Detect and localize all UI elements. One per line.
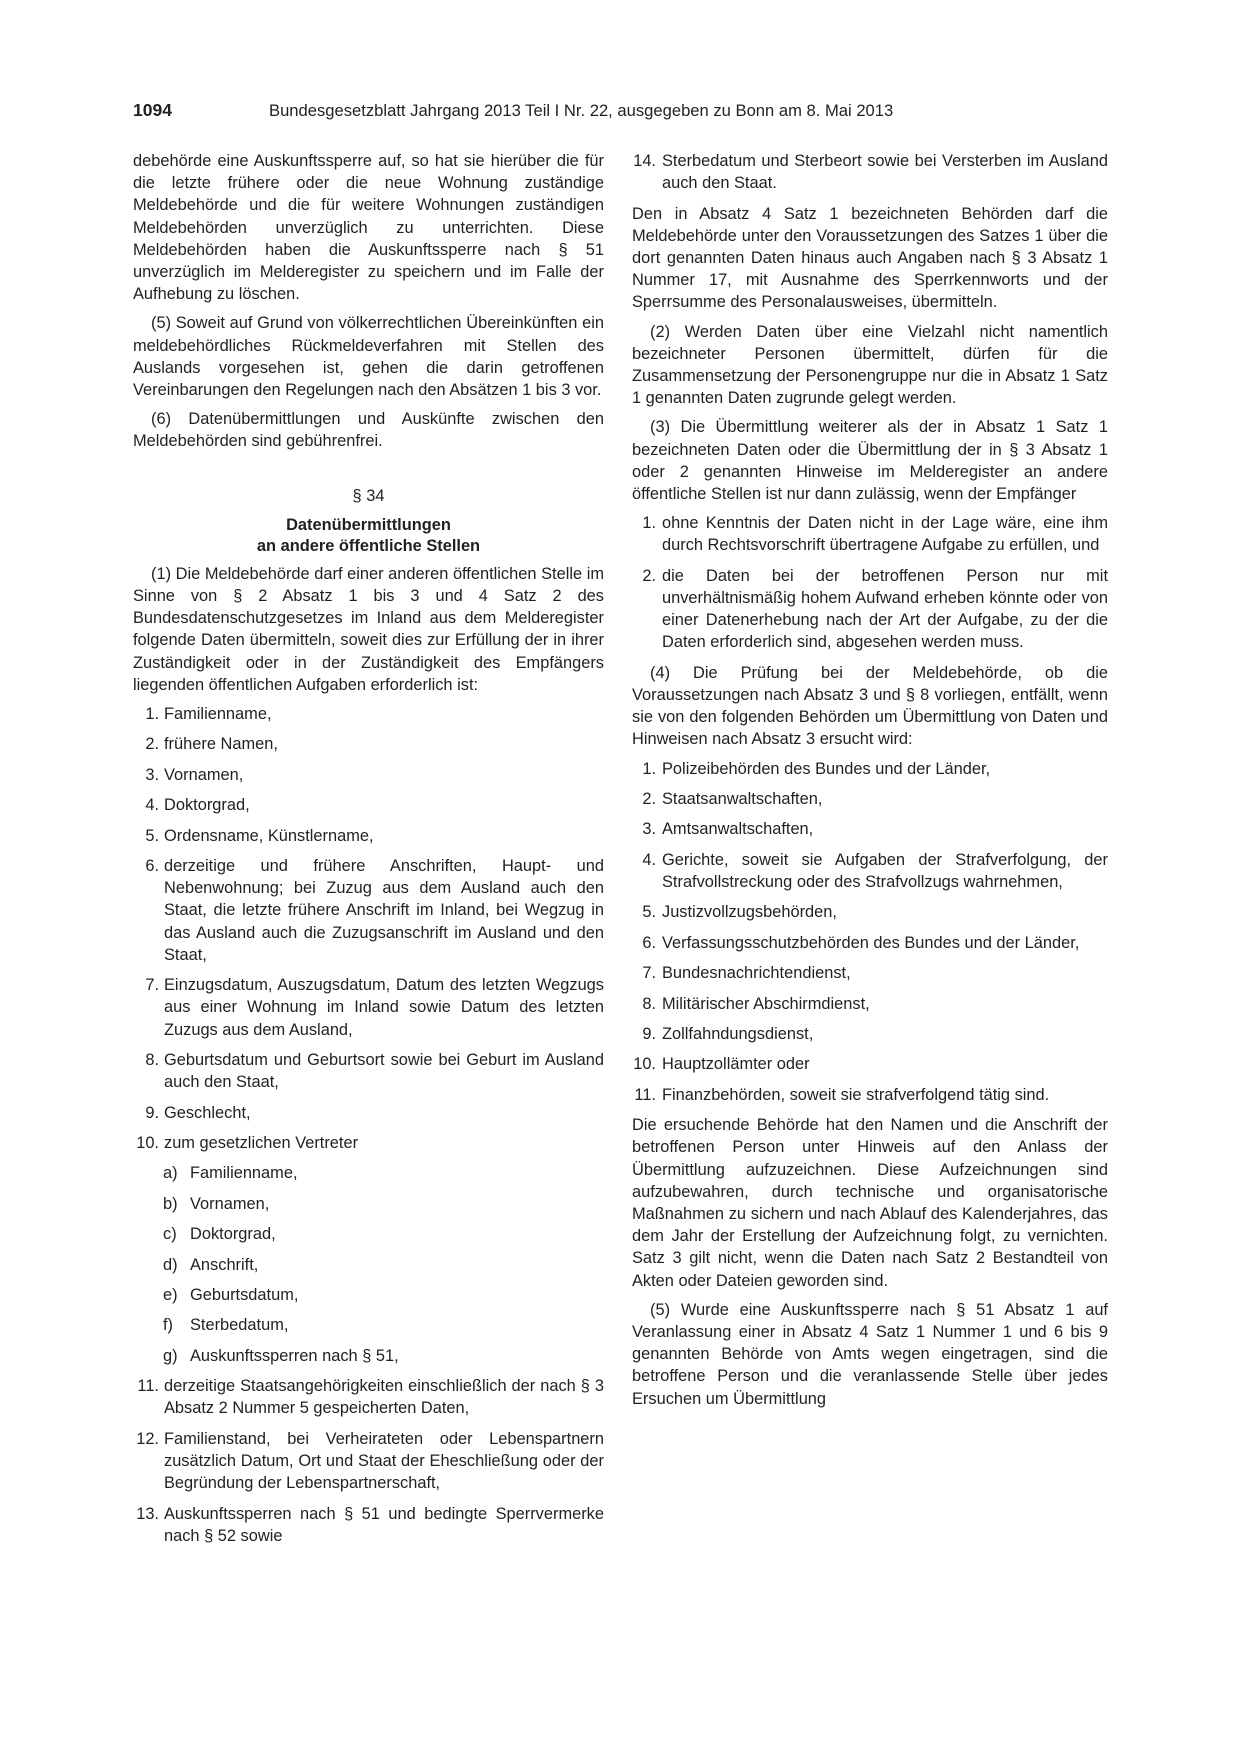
sub-list-item	[133, 1314, 604, 1336]
list-item-number: 7.	[145, 976, 159, 995]
list-item-number: 1.	[642, 514, 656, 533]
paragraph-1: (1) Die Meldebehörde darf einer anderen öffentlichen Stelle im Sinne von § 2 Absatz 1 bis 3 und 4 Satz 2 des Bundesdatenschutzgesetzes im Inland aus dem Melderegister folgende Daten übermitteln, soweit dies zur Erfüllung der in ihrer Zuständigkeit oder in der Zuständigkeit des Empfängers liegenden öffentlichen Aufgaben erforderlich ist:	[133, 564, 604, 694]
list-item-number: 10.	[136, 1134, 159, 1152]
list-item	[632, 993, 1108, 1015]
sub-list-item	[133, 1345, 604, 1367]
list-item-text: frühere Namen,	[164, 735, 278, 754]
sub-list-item-text: Geburtsdatum,	[190, 1285, 299, 1304]
list-item-text: Einzugsdatum, Auszugsdatum, Datum des letzten Wegzugs aus einer Wohnung im Inland sowie Datum des letzten Zuzugs aus dem Ausland,	[164, 976, 604, 1039]
sub-list-item-letter: f)	[163, 1316, 174, 1335]
paragraph-after-list: Den in Absatz 4 Satz 1 bezeichneten Behörden darf die Meldebehörde unter den Voraussetzungen des Satzes 1 über die dort genannten Daten hinaus auch Angaben nach § 3 Absatz 1 Nummer 17, mit Ausnahme des Sperrkennworts und der Sperrsumme des Personalausweises, übermitteln.	[632, 204, 1108, 312]
list-item-number: 14.	[633, 152, 656, 170]
list-item-number: 8.	[642, 994, 656, 1013]
list-item-number: 2.	[145, 735, 159, 754]
sub-list-item-text: Sterbedatum,	[190, 1316, 289, 1335]
list-item-text: Finanzbehörden, soweit sie strafverfolgend tätig sind.	[662, 1085, 1050, 1104]
list-item	[632, 788, 1108, 810]
running-head: Bundesgesetzblatt Jahrgang 2013 Teil I Nr. 22, ausgegeben zu Bonn am 8. Mai 2013	[269, 101, 894, 120]
list-item-text: Polizeibehörden des Bundes und der Länder,	[662, 759, 991, 778]
paragraph-continued: debehörde eine Auskunftssperre auf, so hat sie hierüber die für die letzte frühere oder die neue Wohnung zuständige Meldebehörde und die für weitere Wohnungen zuständigen Meldebehörden unverzüglich zu unterrichten. Diese Meldebehörden haben die Auskunftssperre nach § 51 unverzüglich im Melderegister zu speichern und im Falle der Aufhebung zu löschen.	[133, 152, 604, 304]
list-item	[133, 703, 604, 725]
list-item-text: zum gesetzlichen Vertreter	[164, 1134, 359, 1152]
list-item	[632, 818, 1108, 840]
list-item	[632, 932, 1108, 954]
sub-list-item-text: Vornamen,	[190, 1194, 270, 1213]
paragraph-2: (2) Werden Daten über eine Vielzahl nicht namentlich bezeichneter Personen übermittelt, dürfen für die Zusammensetzung der Personengruppe nur die in Absatz 1 Satz 1 genannten Daten zugrunde gelegt werden.	[632, 322, 1108, 408]
list-item	[133, 1049, 604, 1093]
sub-list-item-letter: d)	[163, 1255, 178, 1274]
sub-list-item-text: Familienname,	[190, 1164, 298, 1183]
list-item	[632, 901, 1108, 923]
paragraph-after-list-2: Die ersuchende Behörde hat den Namen und die Anschrift der betroffenen Person unter Hinweis auf den Anlass der Übermittlung aufzuzeichnen. Diese Aufzeichnungen sind aufzubewahren, durch technische und organisatorische Maßnahmen zu sichern und nach Ablauf des Kalenderjahres, das dem Jahr der Erstellung der Aufzeichnung folgt, zu vernichten. Satz 3 gilt nicht, wenn die Daten nach Satz 2 Bestandteil von Akten oder Dateien geworden sind.	[632, 1116, 1108, 1290]
list-item-number: 3.	[145, 765, 159, 784]
list-item	[133, 794, 604, 816]
paragraph-3: (3) Die Übermittlung weiterer als der in Absatz 1 Satz 1 bezeichneten Daten oder die Übermittlung der in § 3 Absatz 1 oder 2 genannten Hinweise im Melderegister an andere öffentliche Stellen ist nur dann zulässig, wenn der Empfänger	[632, 418, 1108, 504]
list-item-text: Justizvollzugsbehörden,	[662, 903, 837, 922]
list-item-text: Geschlecht,	[164, 1103, 251, 1122]
list-item-number: 12.	[136, 1429, 159, 1448]
page-number: 1094	[133, 100, 172, 120]
list-item-number: 11.	[634, 1085, 656, 1104]
list-item	[632, 150, 1108, 194]
sub-list-item-letter: e)	[163, 1285, 178, 1304]
sub-list-item	[133, 1223, 604, 1245]
sub-list-item-text: Anschrift,	[190, 1255, 259, 1274]
list-item-number: 3.	[642, 820, 656, 839]
list-item	[632, 1023, 1108, 1045]
list-item-text: Amtsanwaltschaften,	[662, 820, 814, 839]
list-item-number: 13.	[136, 1504, 159, 1523]
list-item-text: Vornamen,	[164, 765, 244, 784]
list-item-number: 8.	[145, 1051, 159, 1070]
list-item	[133, 974, 604, 1041]
list-item-text: die Daten bei der betroffenen Person nur mit unverhältnismäßig hohem Aufwand erheben könnte oder von einer Datenerhebung nach der Art der Aufgabe, zu der die Daten erforderlich sind, abgesehen werden muss.	[662, 566, 1108, 652]
list-item	[133, 825, 604, 847]
section-title-line-1: Datenübermittlungen	[286, 515, 451, 534]
list-item-number: 1.	[145, 705, 159, 724]
list-item-number: 2.	[642, 566, 656, 585]
list-item	[632, 1053, 1108, 1075]
list-item	[632, 565, 1108, 654]
page-header	[133, 100, 1108, 130]
list-item	[133, 855, 604, 966]
list-item-text: Verfassungsschutzbehörden des Bundes und der Länder,	[662, 933, 1080, 952]
list-item	[632, 512, 1108, 556]
list-item-number: 2.	[642, 790, 656, 809]
list-item	[632, 1084, 1108, 1106]
list-item	[133, 1428, 604, 1495]
list-item-text: Familienname,	[164, 705, 272, 724]
list-item-text: Gerichte, soweit sie Aufgaben der Strafverfolgung, der Strafvollstreckung oder des Strafvollzugs wahrnehmen,	[662, 850, 1108, 892]
list-item-text: Doktorgrad,	[164, 796, 250, 815]
list-item	[632, 849, 1108, 893]
list-item	[133, 733, 604, 755]
list-item	[133, 1503, 604, 1547]
list-item-text: Sterbedatum und Sterbeort sowie bei Versterben im Ausland auch den Staat.	[662, 152, 1108, 193]
list-item-text: Bundesnachrichtendienst,	[662, 964, 851, 983]
sub-list-item	[133, 1284, 604, 1306]
list-item-number: 4.	[145, 796, 159, 815]
list-item-number: 9.	[642, 1024, 656, 1043]
list-item-number: 6.	[145, 857, 159, 876]
sub-list-item-letter: b)	[163, 1194, 178, 1213]
paragraph-5-right: (5) Wurde eine Auskunftssperre nach § 51 Absatz 1 auf Veranlassung einer in Absatz 4 Satz 1 Nummer 1 und 6 bis 9 genannten Behörde von Amts wegen eingetragen, sind die betroffene Person und die veranlassende Stelle über jedes Ersuchen um Übermittlung	[632, 1300, 1108, 1408]
list-item	[133, 1375, 604, 1419]
list-item	[632, 962, 1108, 984]
list-item-text: Staatsanwaltschaften,	[662, 790, 823, 809]
list-item-text: Auskunftssperren nach § 51 und bedingte Sperrvermerke nach § 52 sowie	[164, 1504, 604, 1545]
list-item-text: Ordensname, Künstlername,	[164, 826, 374, 845]
sub-list-item-text: Doktorgrad,	[190, 1225, 276, 1244]
section-title-line-2: an andere öffentliche Stellen	[256, 536, 481, 555]
list-item-number: 10.	[633, 1055, 656, 1074]
list-item-text: ohne Kenntnis der Daten nicht in der Lage wäre, eine ihm durch Rechtsvorschrift übertragene Aufgabe zu erfüllen, und	[662, 514, 1108, 555]
list-item-text: derzeitige Staatsangehörigkeiten einschließlich der nach § 3 Absatz 2 Nummer 5 gespeicherten Daten,	[164, 1377, 604, 1418]
sub-list-item-letter: c)	[163, 1225, 177, 1244]
list-item-number: 11.	[137, 1377, 159, 1396]
list-item	[133, 1102, 604, 1124]
list-item-text: Familienstand, bei Verheirateten oder Lebenspartnern zusätzlich Datum, Ort und Staat der Eheschließung oder der Begründung der Lebenspartnerschaft,	[164, 1429, 604, 1493]
list-item-text: Militärischer Abschirmdienst,	[662, 994, 870, 1013]
right-column	[632, 150, 1108, 1417]
sub-list-item-text: Auskunftssperren nach § 51,	[190, 1346, 399, 1365]
list-item-text: Zollfahndungsdienst,	[662, 1024, 814, 1043]
list-item	[133, 1132, 604, 1154]
list-item	[133, 764, 604, 786]
list-item-number: 9.	[145, 1103, 159, 1122]
list-item-number: 5.	[145, 826, 159, 845]
list-item-number: 7.	[642, 964, 656, 983]
list-item-text: Hauptzollämter oder	[662, 1055, 810, 1074]
sub-list-item-letter: a)	[163, 1164, 178, 1183]
sub-list-item	[133, 1193, 604, 1215]
list-item-number: 6.	[642, 933, 656, 952]
paragraph-6: (6) Datenübermittlungen und Auskünfte zwischen den Meldebehörden sind gebührenfrei.	[133, 410, 604, 451]
section-number: § 34	[352, 486, 385, 505]
list-item-number: 1.	[642, 759, 656, 778]
sub-list-item-letter: g)	[163, 1346, 178, 1365]
sub-list-item	[133, 1254, 604, 1276]
list-item	[632, 758, 1108, 780]
paragraph-5: (5) Soweit auf Grund von völkerrechtlichen Übereinkünften ein meldebehördliches Rückmeldeverfahren mit Stellen des Auslands vorgesehen ist, gehen die darin getroffenen Vereinbarungen den Regelungen nach den Absätzen 1 bis 3 vor.	[133, 314, 604, 400]
list-item-number: 5.	[642, 903, 656, 922]
section-title	[133, 515, 604, 557]
list-item-number: 4.	[642, 850, 656, 869]
sub-list-item	[133, 1162, 604, 1184]
list-item-text: Geburtsdatum und Geburtsort sowie bei Geburt im Ausland auch den Staat,	[164, 1051, 604, 1092]
left-column	[133, 150, 604, 1555]
paragraph-4: (4) Die Prüfung bei der Meldebehörde, ob die Voraussetzungen nach Absatz 3 und § 8 vorliegen, entfällt, wenn sie von den folgenden Behörden um Übermittlung von Daten und Hinweisen nach Absatz 3 ersucht wird:	[632, 663, 1108, 749]
list-item-text: derzeitige und frühere Anschriften, Haupt- und Nebenwohnung; bei Zuzug aus dem Ausland auch den Staat, die letzte frühere Anschrift im Inland, bei Wegzug in das Ausland auch die Zuzugsanschrift im Ausland und den Staat,	[164, 857, 604, 964]
